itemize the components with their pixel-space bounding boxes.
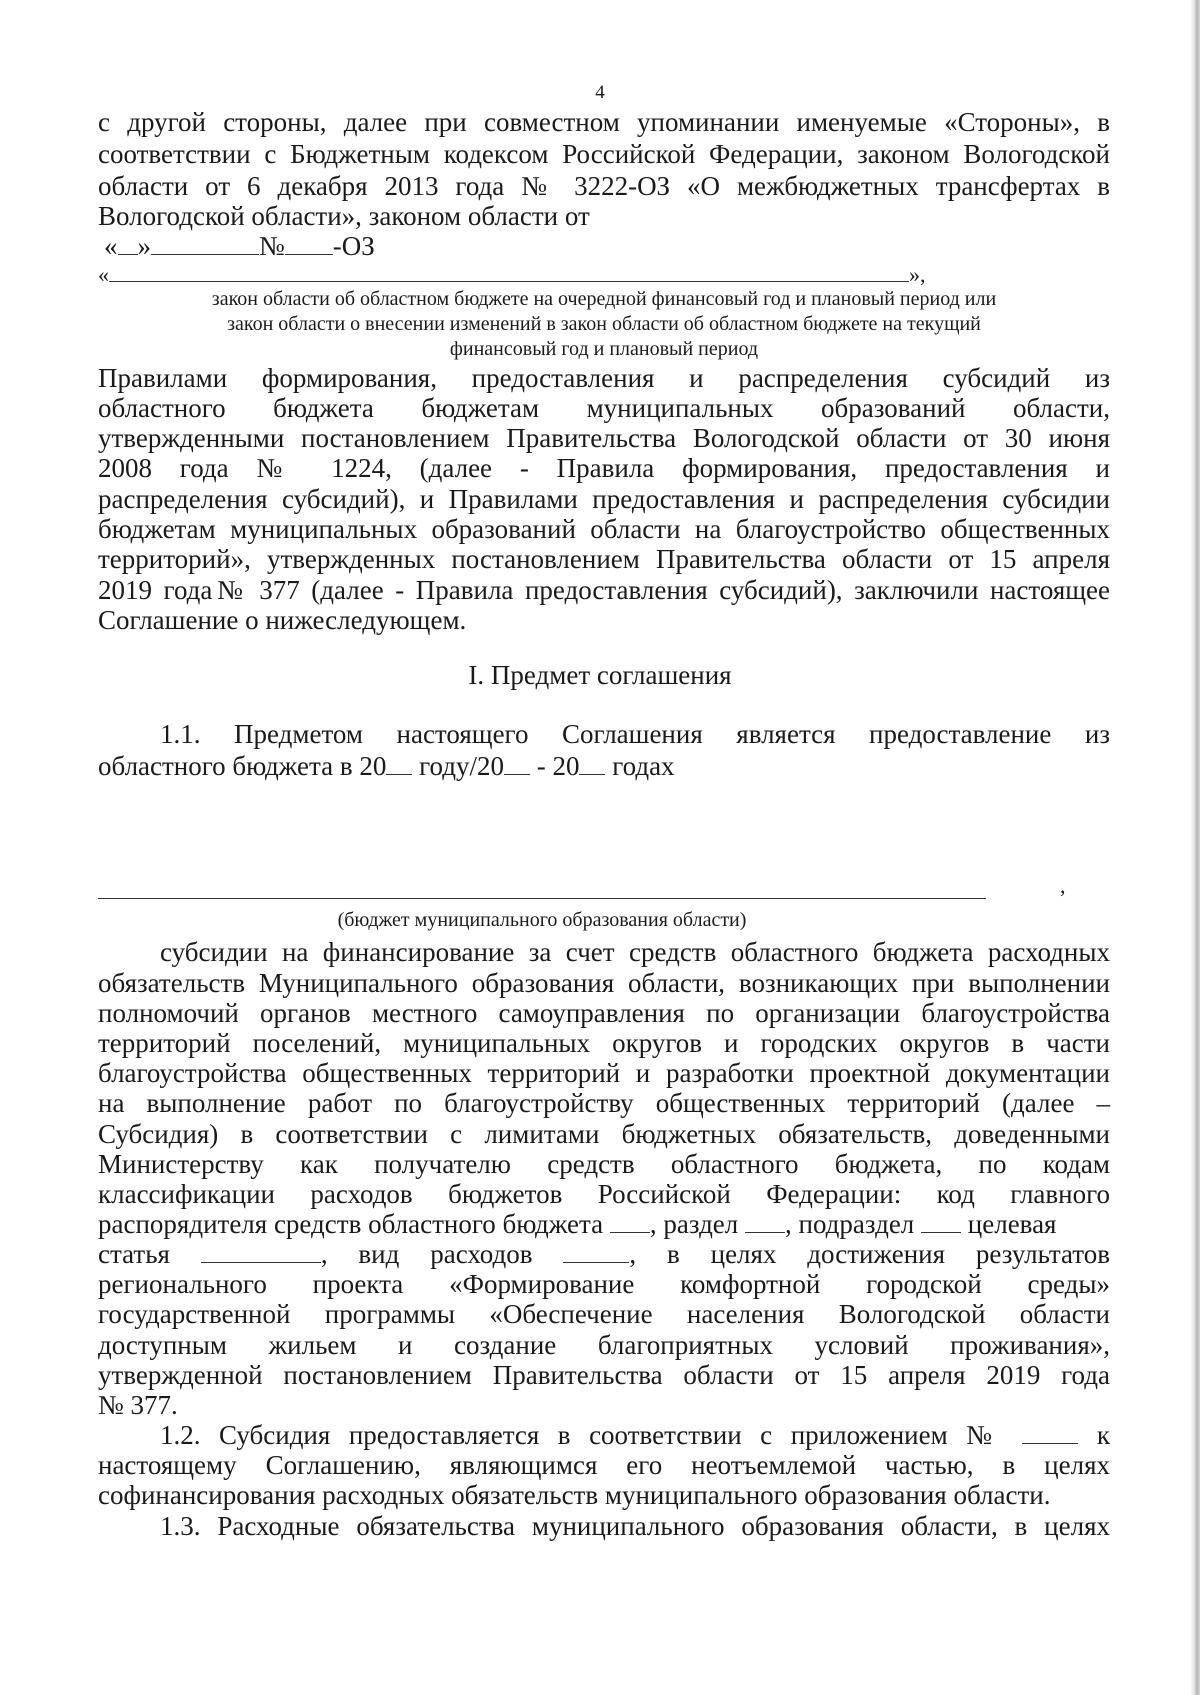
month-blank[interactable] <box>151 232 259 255</box>
section-title: I. Предмет соглашения <box>468 660 732 690</box>
day-blank[interactable] <box>118 232 138 255</box>
clause-1-2-part2: к <box>1096 1420 1110 1450</box>
budget-blank-line[interactable] <box>98 898 986 899</box>
years-mid1: году/20 <box>412 751 504 781</box>
clause-1-2-line <box>160 1419 1110 1452</box>
clause-1-2-line: настоящему Соглашению, являющимся его неотъемлемой частью, в целях <box>98 1450 1110 1480</box>
project-line: регионального проекта «Формирование комфортной городской среды» <box>98 1269 1110 1299</box>
year-blank[interactable] <box>386 752 412 775</box>
law-hint-line: закон области о внесении изменений в закон области об областном бюджете на текущий <box>227 313 981 335</box>
subsidy-line: полномочий органов местного самоуправления по организации благоустройства <box>98 998 1110 1028</box>
years-suffix: годах <box>605 751 675 781</box>
clause-1-1-line: 1.1. Предметом настоящего Соглашения является предоставление из <box>160 719 1110 749</box>
law-number-blank[interactable] <box>285 232 333 255</box>
budget-hint: (бюджет муниципального образования области) <box>337 909 747 931</box>
subsidy-line: Субсидия) в соответствии с лимитами бюджетных обязательств, доведенными <box>98 1119 1110 1149</box>
open-quote: « <box>98 262 109 287</box>
subsidy-line: классификации расходов бюджетов Российской Федерации: код главного <box>98 1179 1110 1209</box>
scan-edge-shadow <box>1190 0 1200 1695</box>
codes-part3: , подраздел <box>785 1209 922 1239</box>
subsection-blank[interactable] <box>921 1210 961 1233</box>
subsidy-line: благоустройства общественных территорий и разработки проектной документации <box>98 1058 1110 1088</box>
subsidy-line: на выполнение работ по благоустройству общественных территорий (далее – <box>98 1088 1110 1118</box>
article-line <box>98 1238 1110 1271</box>
intro-line: соответствии с Бюджетным кодексом Российской Федерации, законом Вологодской <box>98 139 1110 169</box>
subsidy-line: обязательств Муниципального образования области, возникающих при выполнении <box>98 968 1110 998</box>
expense-type-blank[interactable] <box>563 1240 629 1263</box>
article-part1: статья <box>98 1239 170 1269</box>
codes-part1: распорядителя средств областного бюджета <box>98 1209 610 1239</box>
rules-line: территорий», утвержденных постановлением Правительства области от 15 апреля <box>98 544 1110 574</box>
rules-line: утвержденными постановлением Правительства Вологодской области от 30 июня <box>98 423 1110 453</box>
article-blank[interactable] <box>201 1240 321 1263</box>
close-quote: » <box>137 231 151 261</box>
rules-line: Соглашение о нижеследующем. <box>98 605 467 635</box>
article-part3: , в целях достижения результатов <box>629 1239 1111 1269</box>
subsidy-line: субсидии на финансирование за счет средств областного бюджета расходных <box>160 937 1110 967</box>
number-sign: № <box>259 231 285 261</box>
codes-line <box>98 1208 1110 1241</box>
subsidy-line: Министерству как получателю средств областного бюджета, по кодам <box>98 1149 1110 1179</box>
project-line: государственной программы «Обеспечение населения Вологодской области <box>98 1299 1110 1329</box>
law-suffix: -ОЗ <box>332 231 375 261</box>
intro-line: области от 6 декабря 2013 года № 3222-ОЗ «О межбюджетных трансфертах в <box>98 171 1110 201</box>
section-blank[interactable] <box>745 1210 785 1233</box>
rules-line: 2008 года № 1224, (далее - Правила формирования, предоставления и <box>98 453 1110 483</box>
code-blank[interactable] <box>610 1210 650 1233</box>
project-line: № 377. <box>98 1390 178 1420</box>
project-line: утвержденной постановлением Правительства области от 15 апреля 2019 года <box>98 1360 1110 1390</box>
appendix-number-blank[interactable] <box>1022 1421 1078 1444</box>
years-mid2: - 20 <box>529 751 580 781</box>
clause-1-2-part1: 1.2. Субсидия предоставляется в соответствии с приложением № <box>160 1420 1004 1450</box>
law-hint-line: финансовый год и плановый период <box>449 338 759 360</box>
blank-comma: , <box>1060 873 1066 898</box>
subsidy-line: территорий поселений, муниципальных округов и городских округов в части <box>98 1028 1110 1058</box>
clause-1-2-line: софинансирования расходных обязательств муниципального образования области. <box>98 1480 1051 1510</box>
law-hint-line: закон области об областном бюджете на очередной финансовый год и плановый период или <box>211 288 997 310</box>
intro-line: Вологодской области», законом области от <box>98 201 590 231</box>
intro-line: с другой стороны, далее при совместном упоминании именуемые «Стороны», в <box>98 107 1110 137</box>
codes-part2: , раздел <box>649 1209 746 1239</box>
codes-part4: целевая <box>961 1209 1057 1239</box>
project-line: доступным жильем и создание благоприятных условий проживания», <box>98 1330 1110 1360</box>
rules-line: распределения субсидий), и Правилами предоставления и распределения субсидии <box>98 484 1110 514</box>
years-prefix: областного бюджета в 20 <box>98 751 387 781</box>
rules-line: областного бюджета бюджетам муниципальных образований области, <box>98 393 1110 423</box>
clause-1-3-line: 1.3. Расходные обязательства муниципального образования области, в целях <box>160 1511 1110 1541</box>
open-quote: « <box>104 231 118 261</box>
close-quote: », <box>909 262 926 287</box>
clause-1-1-years-line <box>98 750 1110 783</box>
article-part2: , вид расходов <box>320 1239 533 1269</box>
rules-line: Правилами формирования, предоставления и распределения субсидий из <box>98 363 1110 393</box>
page-number: 4 <box>595 82 605 103</box>
rules-line: бюджетам муниципальных образований области на благоустройство общественных <box>98 514 1110 544</box>
law-name-blank[interactable] <box>109 263 909 282</box>
year-blank[interactable] <box>504 752 530 775</box>
year-blank[interactable] <box>579 752 605 775</box>
rules-line: 2019 года№ 377 (далее - Правила предоставления субсидий), заключили настоящее <box>98 575 1110 605</box>
